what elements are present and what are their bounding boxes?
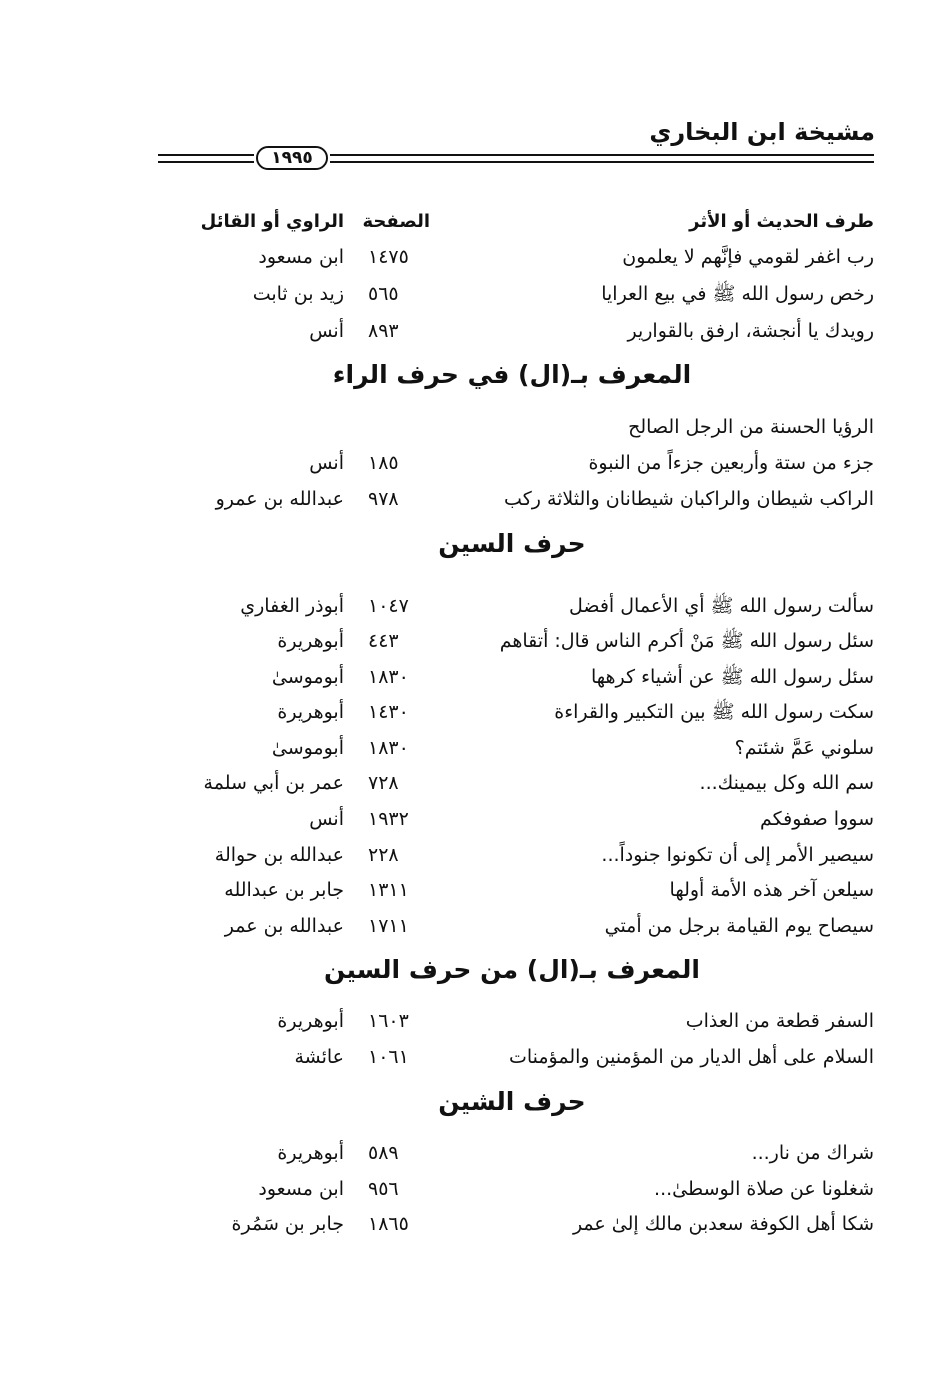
hadith-text: شكا أهل الكوفة سعدبن مالك إلىٰ عمر <box>572 1213 874 1235</box>
page-ref: ٥٨٩ <box>368 1142 399 1164</box>
page-ref: ١٨٦٥ <box>368 1213 409 1235</box>
narrator: أبوهريرة <box>277 1142 344 1164</box>
section-heading: المعرف بـ(ال) في حرف الراء <box>332 360 692 389</box>
header-rule-left-line <box>158 161 254 163</box>
page-ref: ٢٢٨ <box>368 844 399 866</box>
column-headers <box>150 205 874 239</box>
narrator: أبوموسىٰ <box>271 737 344 759</box>
page-ref: ٤٤٣ <box>368 630 399 652</box>
header-rule <box>158 146 874 172</box>
page-ref: ١٤٧٥ <box>368 246 409 268</box>
index-row <box>150 731 874 765</box>
index-row <box>150 482 874 516</box>
index-row <box>150 240 874 274</box>
narrator: عائشة <box>294 1046 344 1068</box>
hadith-text: الراكب شيطان والراكبان شيطانان والثلاثة ركب <box>504 488 874 510</box>
index-row <box>150 277 874 311</box>
page-ref: ١٧١١ <box>368 915 409 937</box>
page-ref: ٨٩٣ <box>368 320 399 342</box>
index-row <box>150 660 874 694</box>
index-row <box>150 1004 874 1038</box>
page-ref: ١٠٦١ <box>368 1046 409 1068</box>
page-number: ١٩٩٥ <box>256 146 328 170</box>
narrator: أنس <box>309 808 344 830</box>
page-ref: ١٨٥ <box>368 452 399 474</box>
hadith-text: سلوني عَمَّ شئتم؟ <box>734 737 874 759</box>
page-ref: ١٨٣٠ <box>368 737 409 759</box>
header-rule-left-line <box>158 154 254 156</box>
header-rule-right-line <box>330 154 874 156</box>
hadith-text: سيصاح يوم القيامة برجل من أمتي <box>604 915 874 937</box>
narrator: أبوموسىٰ <box>271 666 344 688</box>
page-ref: ٩٧٨ <box>368 488 399 510</box>
hadith-text: سئل رسول الله ﷺ مَنْ أكرم الناس قال: أتقاهم <box>499 630 874 652</box>
index-row <box>150 766 874 800</box>
hadith-text: رخص رسول الله ﷺ في بيع العرايا <box>601 283 874 305</box>
hadith-text: جزء من ستة وأربعين جزءاً من النبوة <box>588 452 874 474</box>
index-row <box>150 1172 874 1206</box>
index-row <box>150 1136 874 1170</box>
page-ref: ٩٥٦ <box>368 1178 399 1200</box>
hadith-text: شغلونا عن صلاة الوسطىٰ... <box>654 1178 874 1200</box>
index-row <box>150 802 874 836</box>
page-ref: ١٤٣٠ <box>368 701 409 723</box>
header-rule-right-line <box>330 161 874 163</box>
narrator: أبوهريرة <box>277 1010 344 1032</box>
page-ref: ١٣١١ <box>368 879 409 901</box>
hadith-text: شراك من نار... <box>751 1142 874 1164</box>
hadith-text: سيلعن آخر هذه الأمة أولها <box>669 879 874 901</box>
hadith-text: الرؤيا الحسنة من الرجل الصالح <box>628 416 874 438</box>
hadith-text: سألت رسول الله ﷺ أي الأعمال أفضل <box>568 595 874 617</box>
index-row <box>150 1207 874 1241</box>
column-header-text: طرف الحديث أو الأثر <box>689 211 874 232</box>
index-row <box>150 873 874 907</box>
index-row <box>150 624 874 658</box>
column-header-page: الصفحة <box>362 211 430 232</box>
index-row <box>150 695 874 729</box>
hadith-text: سم الله وكل بيمينك... <box>699 772 874 794</box>
column-header-narrator: الراوي أو القائل <box>200 211 344 232</box>
hadith-text: سئل رسول الله ﷺ عن أشياء كرهها <box>590 666 874 688</box>
narrator: أنس <box>309 452 344 474</box>
narrator: أنس <box>309 320 344 342</box>
hadith-text: سيصير الأمر إلى أن تكونوا جنوداً... <box>601 844 874 866</box>
narrator: جابر بن سَمُرة <box>231 1213 344 1235</box>
hadith-text: سكت رسول الله ﷺ بين التكبير والقراءة <box>554 701 874 723</box>
narrator: ابن مسعود <box>258 1178 344 1200</box>
index-row <box>150 589 874 623</box>
hadith-text: سووا صفوفكم <box>759 808 874 830</box>
narrator: أبوهريرة <box>277 701 344 723</box>
narrator: ابن مسعود <box>258 246 344 268</box>
narrator: عمر بن أبي سلمة <box>203 772 344 794</box>
index-row <box>150 410 874 444</box>
index-row <box>150 838 874 872</box>
index-row <box>150 446 874 480</box>
narrator: أبوهريرة <box>277 630 344 652</box>
page-ref: ٥٦٥ <box>368 283 399 305</box>
narrator: عبدالله بن عمر <box>224 915 344 937</box>
hadith-text: السفر قطعة من العذاب <box>685 1010 874 1032</box>
page-ref: ١٠٤٧ <box>368 595 409 617</box>
page-ref: ٧٢٨ <box>368 772 399 794</box>
page-ref: ١٨٣٠ <box>368 666 409 688</box>
narrator: عبدالله بن عمرو <box>215 488 344 510</box>
hadith-text: السلام على أهل الديار من المؤمنين والمؤمنات <box>508 1046 874 1068</box>
section-heading: حرف السين <box>438 529 586 558</box>
narrator: جابر بن عبدالله <box>224 879 344 901</box>
section-heading: المعرف بـ(ال) من حرف السين <box>324 955 700 984</box>
narrator: عبدالله بن حوالة <box>214 844 344 866</box>
running-header-title: مشيخة ابن البخاري <box>649 118 875 146</box>
index-row <box>150 314 874 348</box>
narrator: زيد بن ثابت <box>252 283 344 305</box>
narrator: أبوذر الغفاري <box>240 595 344 617</box>
index-row <box>150 1040 874 1074</box>
index-row <box>150 909 874 943</box>
page-ref: ١٩٣٢ <box>368 808 409 830</box>
hadith-text: رب اغفر لقومي فإنَّهم لا يعلمون <box>622 246 874 268</box>
page-ref: ١٦٠٣ <box>368 1010 409 1032</box>
section-heading: حرف الشين <box>438 1087 586 1116</box>
hadith-text: رويدك يا أنجشة، ارفق بالقوارير <box>627 320 874 342</box>
